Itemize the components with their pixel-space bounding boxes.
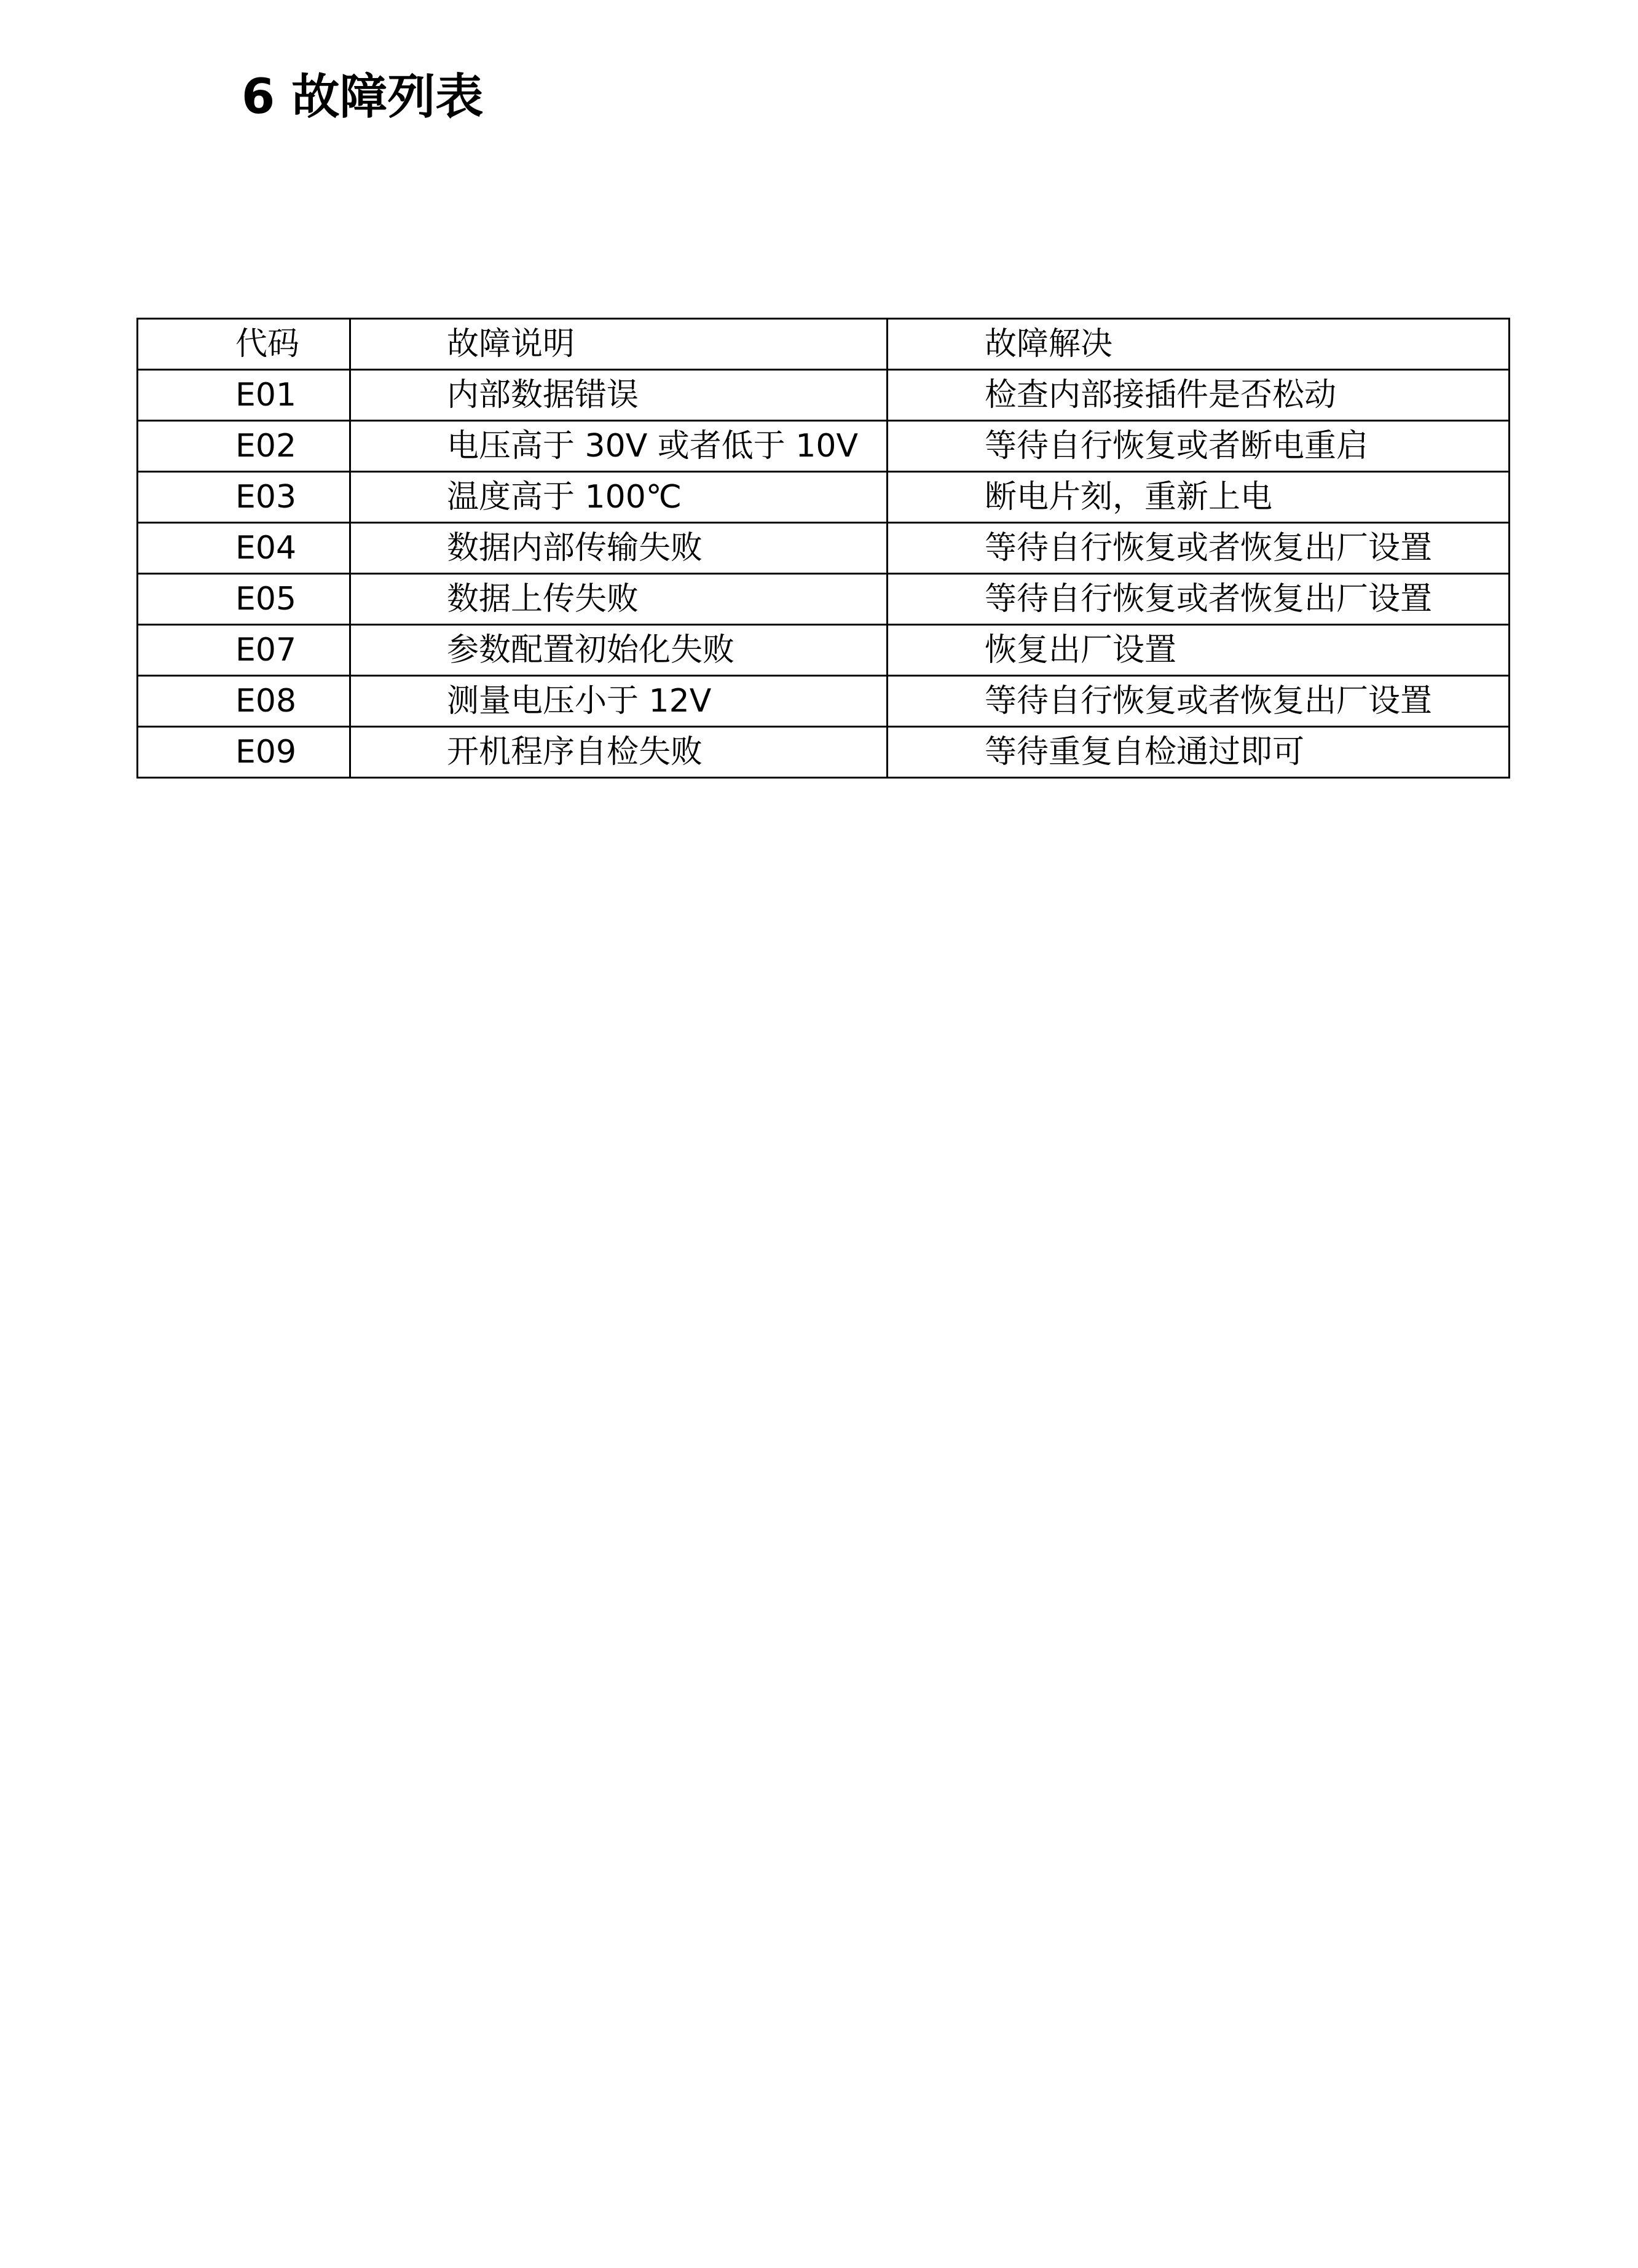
fault-description: 开机程序自检失败 xyxy=(350,727,888,778)
table-row xyxy=(138,472,1510,523)
fault-code: E07 xyxy=(138,625,350,676)
fault-table xyxy=(136,318,1510,779)
fault-description: 参数配置初始化失败 xyxy=(350,625,888,676)
fault-table-body xyxy=(138,370,1510,778)
fault-table-header xyxy=(138,319,1510,370)
fault-description: 数据上传失败 xyxy=(350,574,888,625)
fault-solution: 等待自行恢复或者断电重启 xyxy=(888,421,1510,472)
header-code: 代码 xyxy=(138,319,350,370)
table-row xyxy=(138,523,1510,574)
fault-solution: 等待重复自检通过即可 xyxy=(888,727,1510,778)
fault-solution: 检查内部接插件是否松动 xyxy=(888,370,1510,421)
fault-solution: 断电片刻，重新上电 xyxy=(888,472,1510,523)
table-row xyxy=(138,625,1510,676)
fault-description: 数据内部传输失败 xyxy=(350,523,888,574)
fault-description: 内部数据错误 xyxy=(350,370,888,421)
fault-code: E03 xyxy=(138,472,350,523)
fault-code: E05 xyxy=(138,574,350,625)
table-row xyxy=(138,574,1510,625)
table-row xyxy=(138,370,1510,421)
table-row xyxy=(138,676,1510,727)
fault-solution: 等待自行恢复或者恢复出厂设置 xyxy=(888,676,1510,727)
table-header-row xyxy=(138,319,1510,370)
table-row xyxy=(138,727,1510,778)
table-row xyxy=(138,421,1510,472)
fault-solution: 等待自行恢复或者恢复出厂设置 xyxy=(888,574,1510,625)
fault-solution: 恢复出厂设置 xyxy=(888,625,1510,676)
fault-description: 测量电压小于 12V xyxy=(350,676,888,727)
fault-code: E01 xyxy=(138,370,350,421)
fault-code: E09 xyxy=(138,727,350,778)
fault-code: E08 xyxy=(138,676,350,727)
fault-code: E02 xyxy=(138,421,350,472)
fault-code: E04 xyxy=(138,523,350,574)
fault-solution: 等待自行恢复或者恢复出厂设置 xyxy=(888,523,1510,574)
fault-description: 电压高于 30V 或者低于 10V xyxy=(350,421,888,472)
header-solution: 故障解决 xyxy=(888,319,1510,370)
fault-description: 温度高于 100℃ xyxy=(350,472,888,523)
page-title: 6 故障列表 xyxy=(242,69,484,125)
header-description: 故障说明 xyxy=(350,319,888,370)
